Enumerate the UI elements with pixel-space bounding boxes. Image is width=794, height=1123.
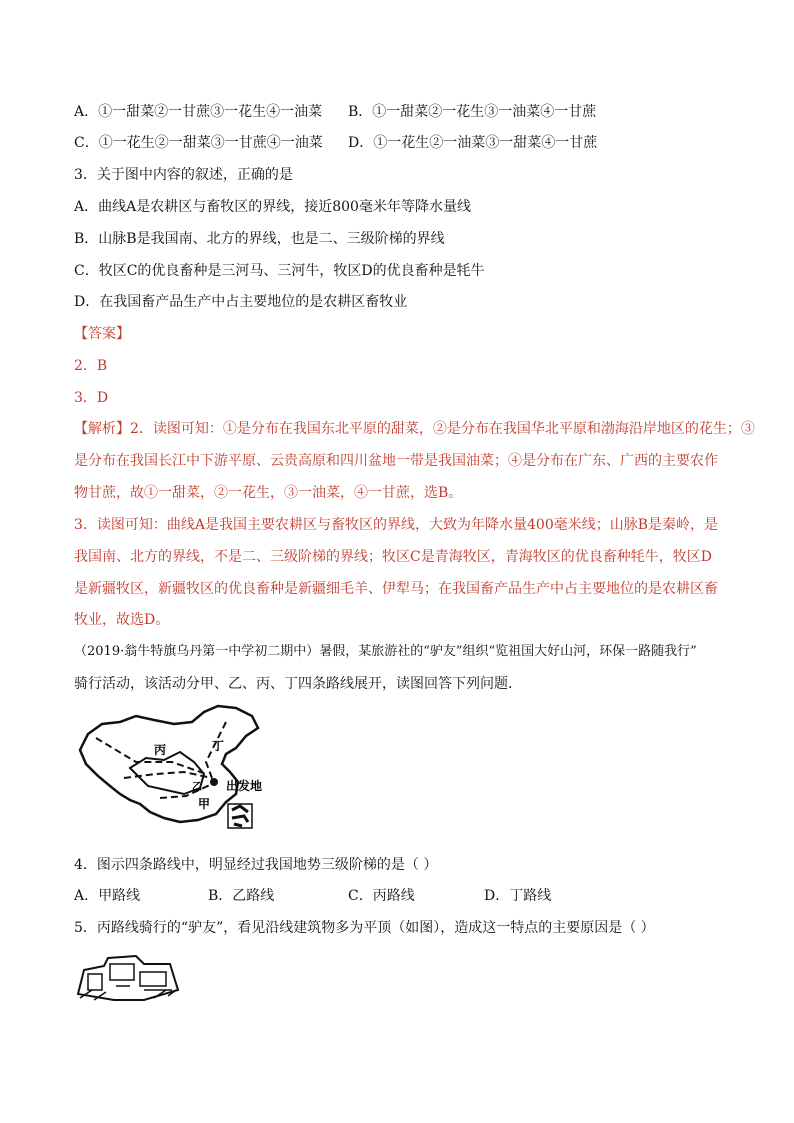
answer-3: 3．D [74,390,109,406]
inset-islands [232,806,248,826]
q4-stem: 4．图示四条路线中，明显经过我国地势三级阶梯的是（ ） [74,857,438,873]
q4-option-c: C．丙路线 [348,888,415,904]
label-bing: 丙 [154,743,167,757]
intro-line-2: 骑行活动，该活动分甲、乙、丙、丁四条路线展开，读图回答下列问题． [74,676,522,692]
q3-option-a: A．曲线A是农耕区与畜牧区的界线，接近800毫米年等降水量线 [74,199,471,215]
analysis-line-7: 牧业，故选D。 [74,612,170,628]
answer-2: 2．B [74,358,108,374]
analysis-line-3: 物甘蔗，故①一甜菜，②一花生，③一油菜，④一甘蔗，选B。 [74,485,463,501]
analysis-2-text: ①是分布在我国东北平原的甜菜，②是分布在我国华北平原和渤海沿岸地区的花生；③ [222,421,755,437]
analysis-label: 【解析】 [74,421,130,437]
label-yi: 乙 [192,782,202,793]
q2-option-b: B．①一甜菜②一花生③一油菜④一甘蔗 [348,104,597,120]
flat-roof-building-image [74,950,182,1004]
analysis-line-4: 3．读图可知：曲线A是我国主要农耕区与畜牧区的界线，大致为年降水量400毫米线；山脉B是秦岭，是 [74,517,719,533]
building-details [88,964,172,990]
q3-stem: 3．关于图中内容的叙述，正确的是 [74,167,293,183]
q4-option-d: D．丁路线 [484,888,552,904]
q4-option-a: A．甲路线 [74,888,141,904]
q2-option-a: A．①一甜菜②一甘蔗③一花生④一油菜 [74,104,323,120]
q3-option-d: D．在我国畜产品生产中占主要地位的是农耕区畜牧业 [74,294,408,310]
q2-option-d: D．①一花生②一油菜③一甜菜④一甘蔗 [348,135,598,151]
label-ding: 丁 [212,739,225,753]
china-route-map [76,702,276,834]
analysis-line-1 [74,420,755,438]
q3-option-c: C．牧区C的优良畜种是三河马、三河牛，牧区D的优良畜种是牦牛 [74,263,485,279]
analysis-line-5: 我国南、北方的界线，不是二、三级阶梯的界线；牧区C是青海牧区，青海牧区的优良畜种牦牛，牧区D [74,549,712,565]
building-outline [78,956,178,1000]
q4-option-b: B．乙路线 [208,888,275,904]
analysis-line-6: 是新疆牧区，新疆牧区的优良畜种是新疆细毛羊、伊犁马；在我国畜产品生产中占主要地位的是农耕区畜 [74,581,718,597]
q3-option-b: B．山脉B是我国南、北方的界线，也是二、三级阶梯的界线 [74,231,445,247]
intro-line-1: （2019·翁牛特旗乌丹第一中学初二期中）暑假，某旅游社的“驴友”组织“览祖国大好山河，环保一路随我行” [74,644,697,659]
q2-option-c: C．①一花生②一甜菜③一甘蔗④一油菜 [74,135,323,151]
start-point [210,778,218,786]
label-jia: 甲 [198,797,211,811]
q5-stem: 5．丙路线骑行的“驴友”，看见沿线建筑物多为平顶（如图），造成这一特点的主要原因是（ ） [74,920,655,936]
label-start: 出发地 [226,779,263,793]
route-bing [96,738,206,774]
analysis-2-prefix: 2．读图可知： [130,421,223,437]
answer-label: 【答案】 [74,326,130,342]
analysis-line-2: 是分布在我国长江中下游平原、云贵高原和四川盆地一带是我国油菜；④是分布在广东、广西的主要农作 [74,453,718,469]
